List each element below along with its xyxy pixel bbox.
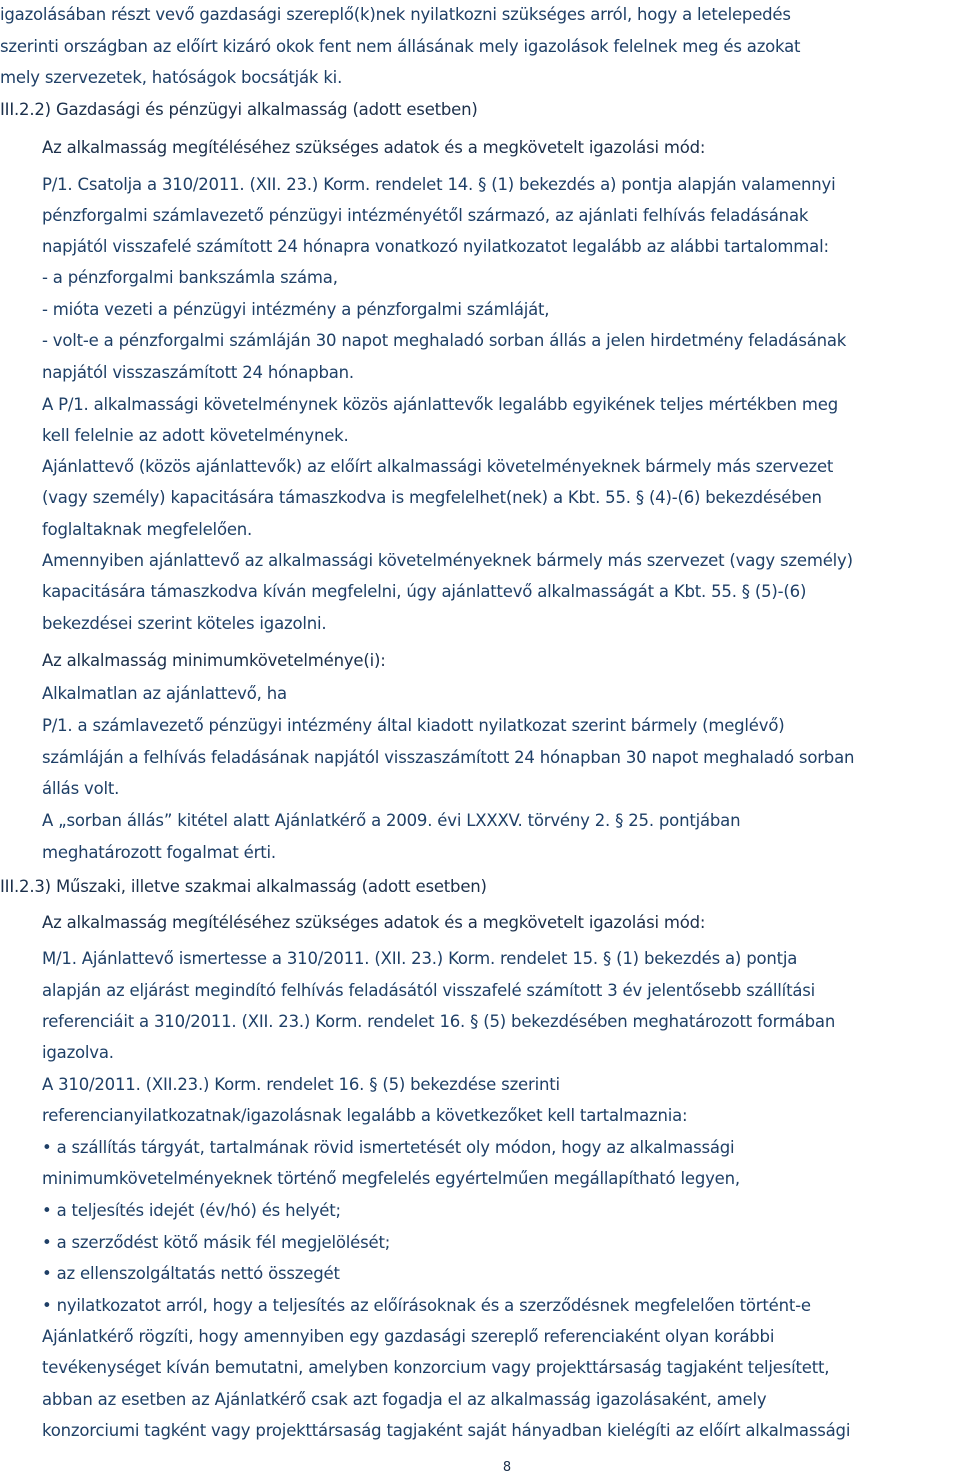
text-line: számláján a felhívás feladásának napjától visszaszámított 24 hónapban 30 napot meghaladó sorban <box>42 748 855 767</box>
bullet-item: • az ellenszolgáltatás nettó összegét <box>42 1264 340 1283</box>
text-line: A 310/2011. (XII.23.) Korm. rendelet 16. § (5) bekezdése szerinti <box>42 1075 560 1094</box>
bullet-item: • a teljesítés idejét (év/hó) és helyét; <box>42 1201 341 1220</box>
text-line: P/1. Csatolja a 310/2011. (XII. 23.) Korm. rendelet 14. § (1) bekezdés a) pontja alapján valamennyi <box>42 175 836 194</box>
text-line: alapján az eljárást megindító felhívás feladásától visszafelé számított 3 év jelentősebb szállítási <box>42 981 816 1000</box>
subheading: Az alkalmasság megítéléséhez szükséges adatok és a megkövetelt igazolási mód: <box>42 913 706 932</box>
list-item: - a pénzforgalmi bankszámla száma, <box>42 268 338 287</box>
text-line: referenciáit a 310/2011. (XII. 23.) Korm. rendelet 16. § (5) bekezdésében meghatározott formában <box>42 1012 836 1031</box>
subheading: Az alkalmasság minimumkövetelménye(i): <box>42 651 386 670</box>
text-line: napjától visszaszámított 24 hónapban. <box>42 363 354 382</box>
bullet-item: minimumkövetelményeknek történő megfelelés egyértelműen megállapítható legyen, <box>42 1169 740 1188</box>
text-line: pénzforgalmi számlavezető pénzügyi intézményétől származó, az ajánlati felhívás feladásának <box>42 206 809 225</box>
text-line: meghatározott fogalmat érti. <box>42 843 276 862</box>
text-line: napjától visszafelé számított 24 hónapra vonatkozó nyilatkozatot legalább az alábbi tartalommal: <box>42 237 829 256</box>
text-line: bekezdései szerint köteles igazolni. <box>42 614 327 633</box>
bullet-item: • a szállítás tárgyát, tartalmának rövid ismertetését oly módon, hogy az alkalmassági <box>42 1138 735 1157</box>
text-line: P/1. a számlavezető pénzügyi intézmény által kiadott nyilatkozat szerint bármely (meglévő) <box>42 716 785 735</box>
text-line: konzorciumi tagként vagy projekttársaság tagjaként saját hányadban kielégíti az előírt alkalmassági <box>42 1421 851 1440</box>
text-line: A „sorban állás” kitétel alatt Ajánlatkérő a 2009. évi LXXXV. törvény 2. § 25. pontjában <box>42 811 741 830</box>
page-number: 8 <box>502 1460 512 1475</box>
text-line: foglaltaknak megfelelően. <box>42 520 253 539</box>
list-item: - volt-e a pénzforgalmi számláján 30 napot meghaladó sorban állás a jelen hirdetmény feladásának <box>42 331 847 350</box>
text-line: tevékenységet kíván bemutatni, amelyben konzorcium vagy projekttársaság tagjaként teljesített, <box>42 1358 830 1377</box>
list-item: - mióta vezeti a pénzügyi intézmény a pénzforgalmi számláját, <box>42 300 550 319</box>
subheading: Az alkalmasság megítéléséhez szükséges adatok és a megkövetelt igazolási mód: <box>42 138 706 157</box>
text-line: mely szervezetek, hatóságok bocsátják ki. <box>0 68 343 87</box>
section-heading: III.2.3) Műszaki, illetve szakmai alkalmasság (adott esetben) <box>0 877 487 896</box>
text-line: igazolásában részt vevő gazdasági szereplő(k)nek nyilatkozni szükséges arról, hogy a letelepedés <box>0 5 791 24</box>
text-line: szerinti országban az előírt kizáró okok fent nem állásának mely igazolások felelnek meg és azokat <box>0 37 801 56</box>
text-line: állás volt. <box>42 779 120 798</box>
bullet-item: • a szerződést kötő másik fél megjelölését; <box>42 1233 391 1252</box>
text-line: referencianyilatkozatnak/igazolásnak legalább a következőket kell tartalmaznia: <box>42 1106 688 1125</box>
text-line: Amennyiben ajánlattevő az alkalmassági követelményeknek bármely más szervezet (vagy személy) <box>42 551 853 570</box>
text-line: A P/1. alkalmassági követelménynek közös ajánlattevők legalább egyikének teljes mértékben meg <box>42 395 838 414</box>
text-line: abban az esetben az Ajánlatkérő csak azt fogadja el az alkalmasság igazolásaként, amely <box>42 1390 767 1409</box>
bullet-item: • nyilatkozatot arról, hogy a teljesítés az előírásoknak és a szerződésnek megfelelően történt-e <box>42 1296 811 1315</box>
text-line: Ajánlatkérő rögzíti, hogy amennyiben egy gazdasági szereplő referenciaként olyan korábbi <box>42 1327 775 1346</box>
section-heading: III.2.2) Gazdasági és pénzügyi alkalmasság (adott esetben) <box>0 100 478 119</box>
text-line: kell felelnie az adott követelménynek. <box>42 426 349 445</box>
text-line: (vagy személy) kapacitására támaszkodva is megfelelhet(nek) a Kbt. 55. § (4)-(6) bekezdésében <box>42 488 822 507</box>
text-line: kapacitására támaszkodva kíván megfelelni, úgy ajánlattevő alkalmasságát a Kbt. 55. § (5)-(6) <box>42 582 807 601</box>
text-line: Alkalmatlan az ajánlattevő, ha <box>42 684 287 703</box>
text-line: Ajánlattevő (közös ajánlattevők) az előírt alkalmassági követelményeknek bármely más szervezet <box>42 457 834 476</box>
text-line: igazolva. <box>42 1043 114 1062</box>
text-line: M/1. Ajánlattevő ismertesse a 310/2011. (XII. 23.) Korm. rendelet 15. § (1) bekezdés a) pontja <box>42 949 798 968</box>
